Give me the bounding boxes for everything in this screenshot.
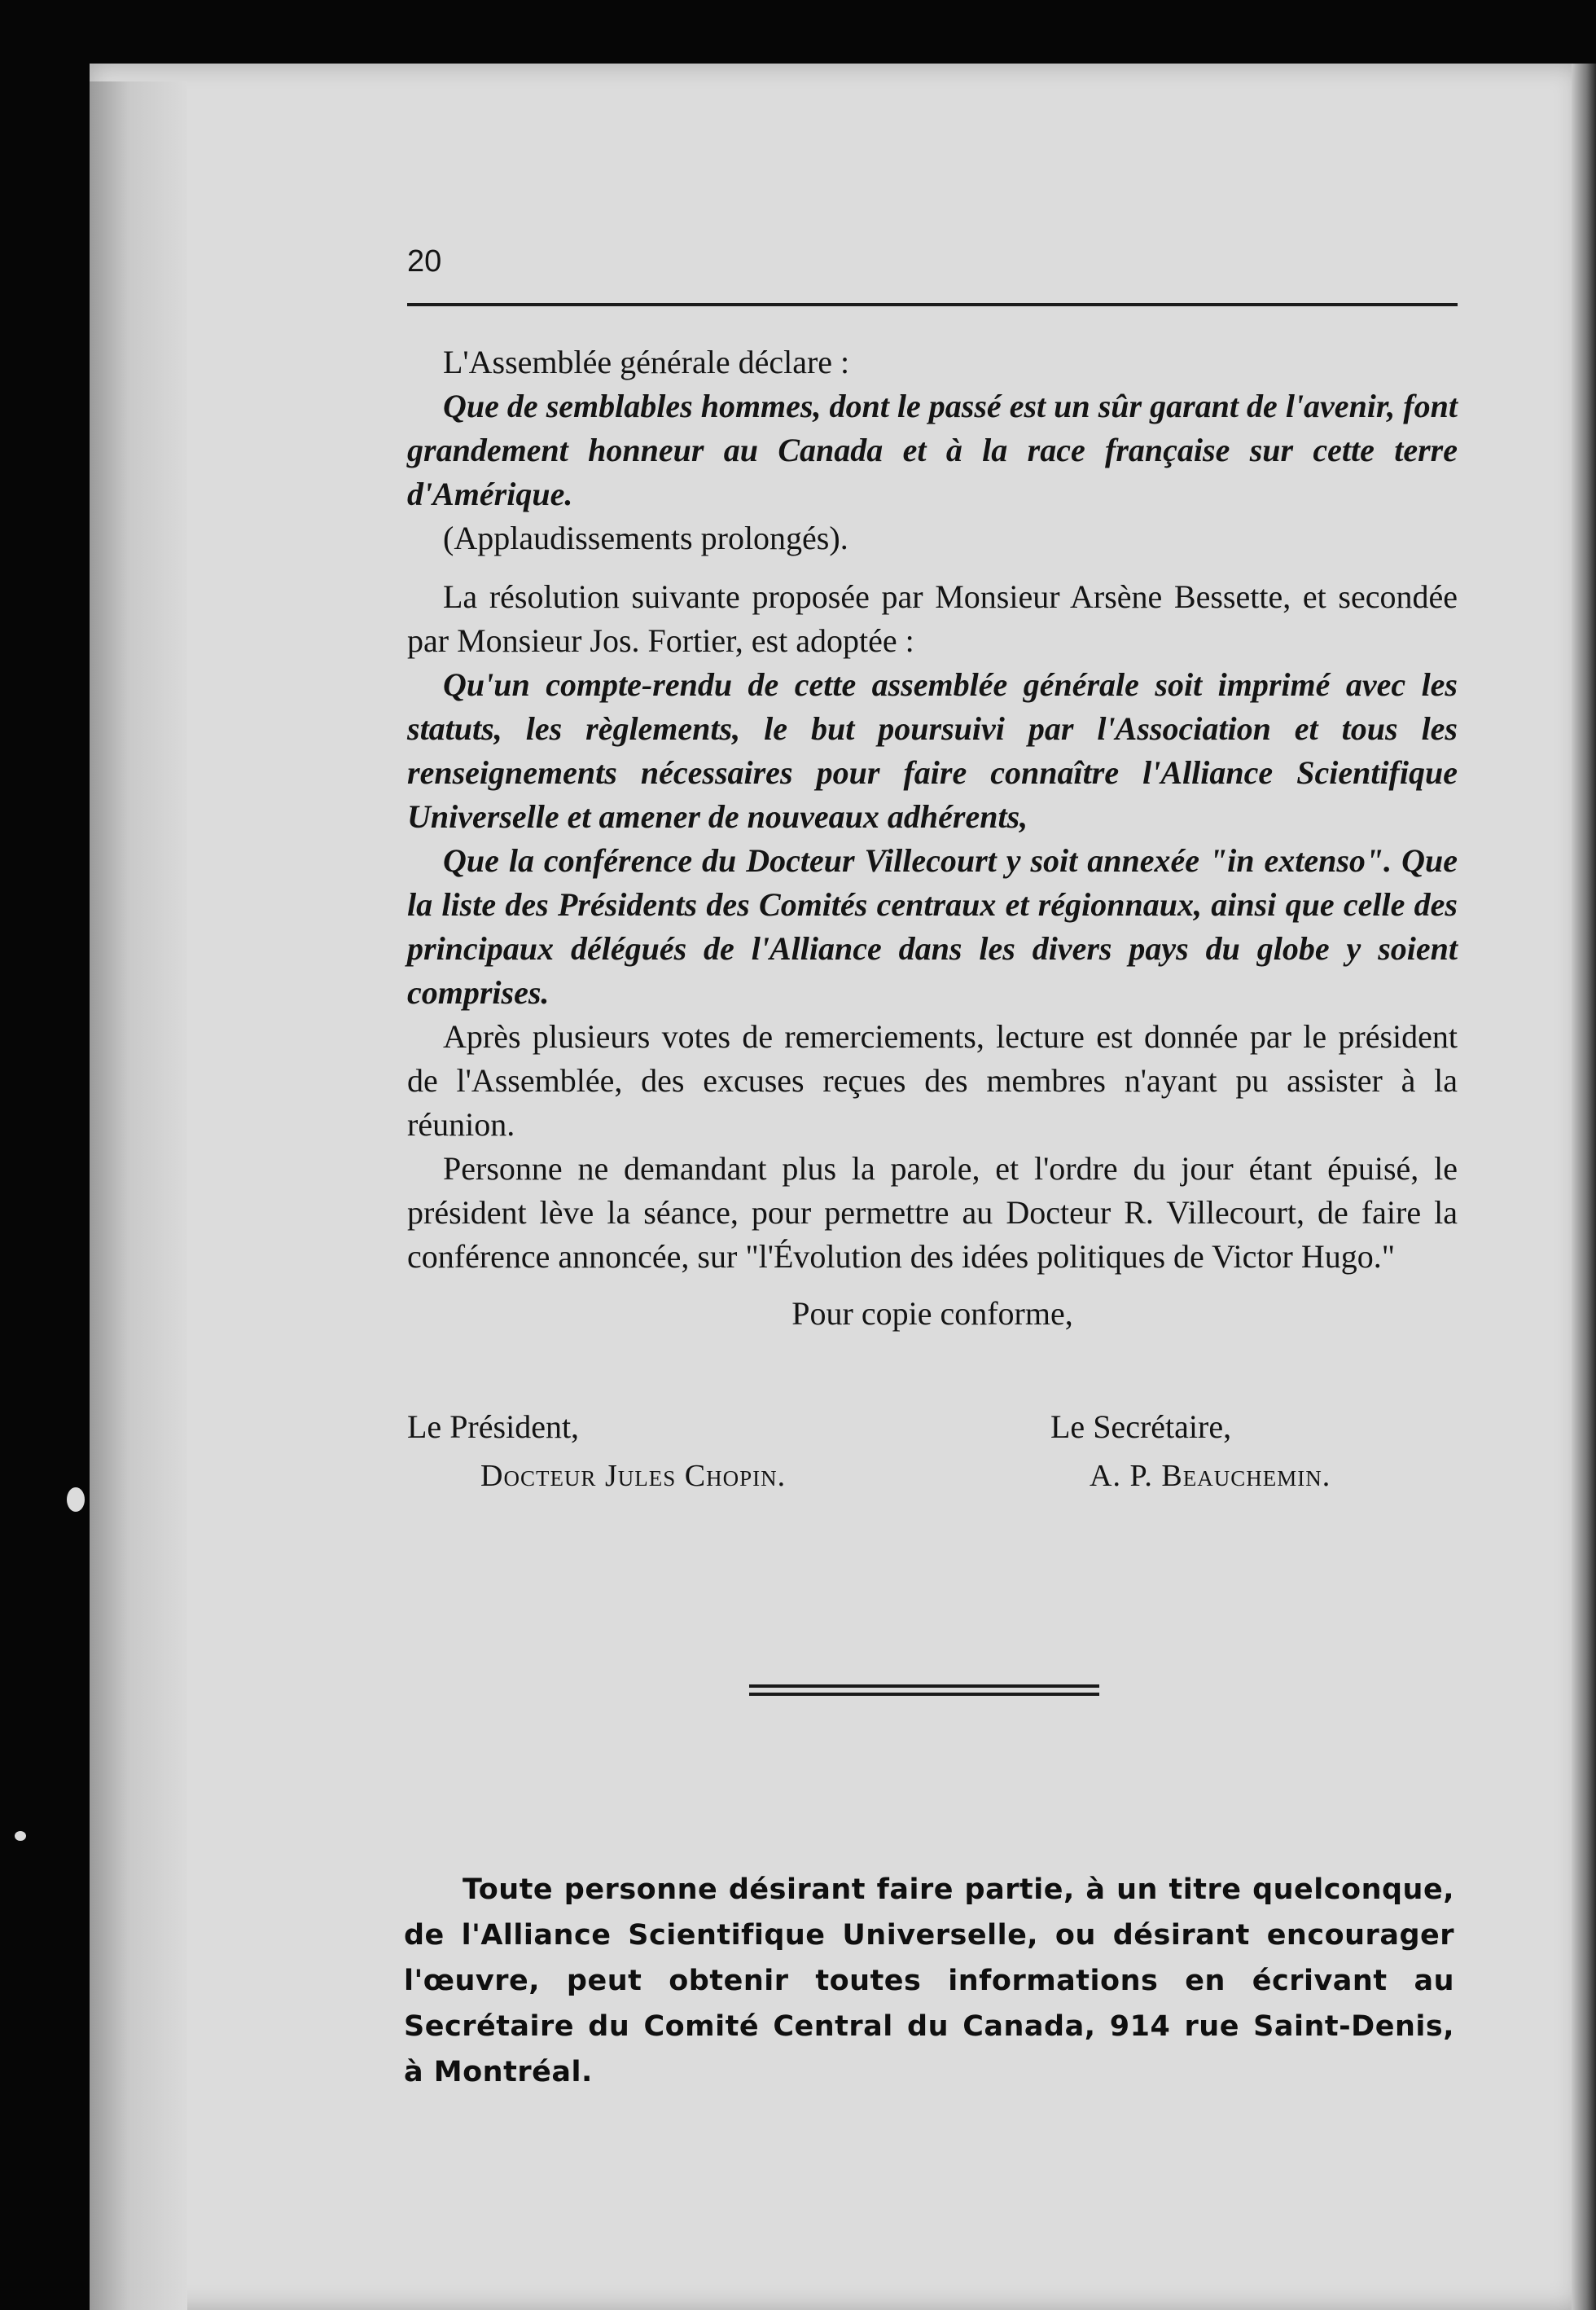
- header-rule: [407, 303, 1458, 306]
- paragraph: Que de semblables hommes, dont le passé est un sûr garant de l'avenir, font grandement honneur au Canada et à la race française sur cette terre d'Amérique.: [407, 388, 1458, 512]
- paragraph: La résolution suivante proposée par Monsieur Arsène Bessette, et secondée par Monsieur Jos. Fortier, est adoptée :: [407, 578, 1458, 659]
- page-left-shadow: [90, 81, 187, 2310]
- closing-line: Pour copie conforme,: [791, 1295, 1073, 1332]
- section-divider: [749, 1684, 1099, 1701]
- paragraph: L'Assemblée générale déclare :: [443, 344, 850, 380]
- membership-notice: Toute personne désirant faire partie, à un titre quelconque, de l'Alliance Scientifique Universelle, ou désirant encourager l'œuvre, peut obtenir toutes informations en écrivant au Secrétaire du Comité Central du Canada, 914 rue Saint-Denis, à Montréal.: [404, 1873, 1454, 2088]
- paragraph: Qu'un compte-rendu de cette assemblée générale soit imprimé avec les statuts, les règlements, le but poursuivi par l'Association et tous les renseignements nécessaires pour faire connaître l'Alliance Scientifique Universelle et amener de nouveaux adhérents,: [407, 666, 1458, 835]
- divider-line: [749, 1684, 1099, 1688]
- paragraph: Personne ne demandant plus la parole, et l'ordre du jour étant épuisé, le président lève la séance, pour permettre au Docteur R. Villecourt, de faire la conférence annoncée, sur "l'Évolution des idées politiques de Victor Hugo.": [407, 1150, 1458, 1275]
- paragraph: (Applaudissements prolongés).: [443, 520, 848, 556]
- secretary-name: A. P. Beauchemin.: [1090, 1459, 1331, 1493]
- page-number: 20: [407, 244, 442, 279]
- scan-speck: [67, 1487, 85, 1512]
- page-right-edge: [1572, 64, 1596, 2310]
- president-name: Docteur Jules Chopin.: [480, 1459, 787, 1493]
- signature-block: [407, 1408, 1458, 1513]
- president-title: Le Président,: [407, 1408, 580, 1445]
- paragraph: Que la conférence du Docteur Villecourt y soit annexée "in extenso". Que la liste des Présidents des Comités centraux et régionnaux, ainsi que celle des principaux délégués de l'Alliance dans les divers pays du globe y soient comprises.: [407, 842, 1458, 1011]
- scan-speck: [15, 1831, 26, 1841]
- body-text: [407, 340, 1458, 1336]
- secretary-title: Le Secrétaire,: [1050, 1408, 1232, 1445]
- divider-line: [749, 1693, 1099, 1696]
- paragraph: Après plusieurs votes de remerciements, lecture est donnée par le président de l'Assemblée, des excuses reçues des membres n'ayant pu assister à la réunion.: [407, 1018, 1458, 1143]
